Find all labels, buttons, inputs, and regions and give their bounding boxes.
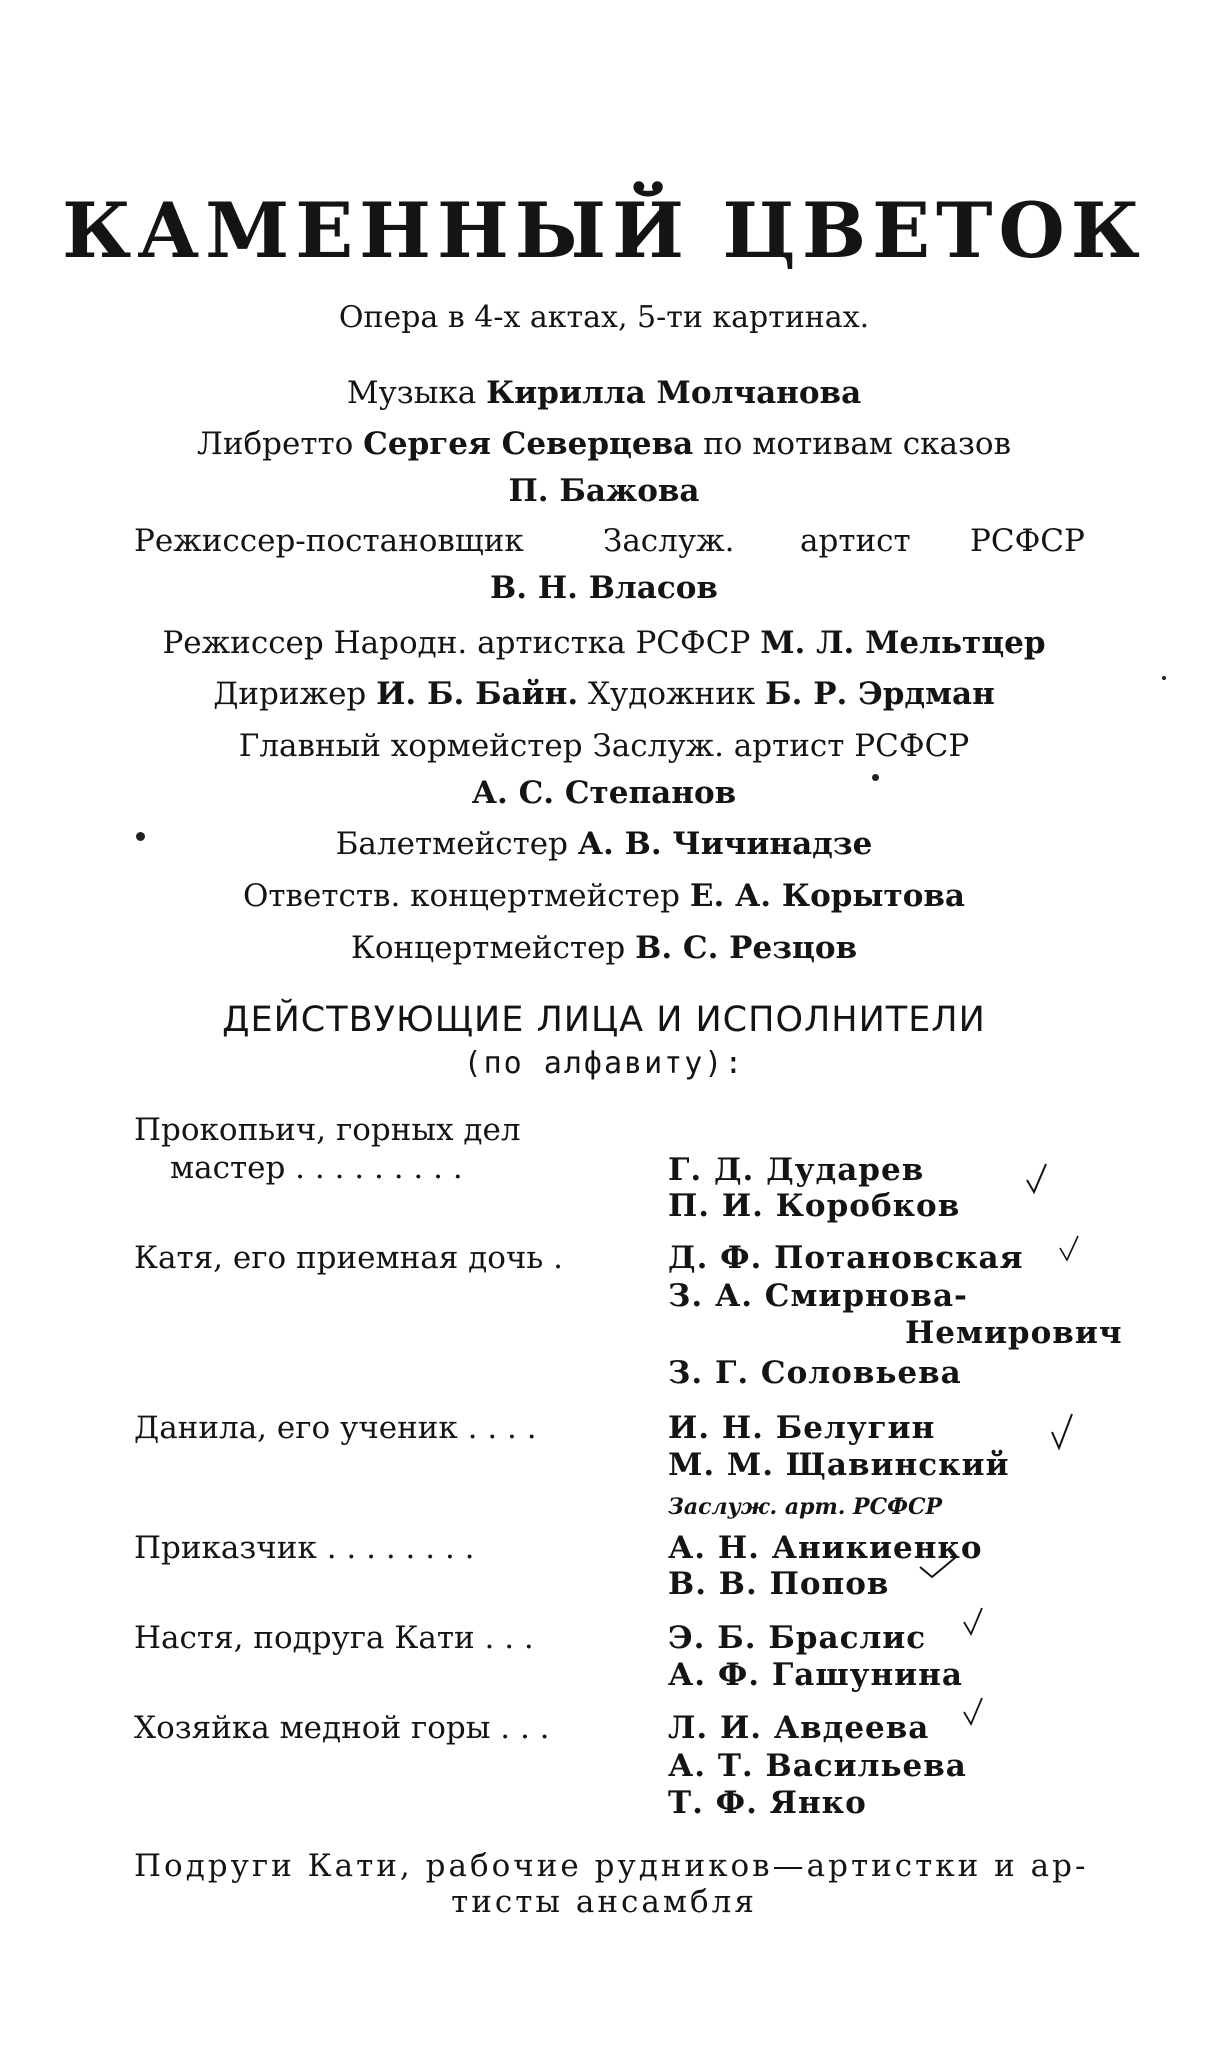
credit-label: Концертмейстер xyxy=(350,930,626,966)
credit-name: А. В. Чичинадзе xyxy=(577,826,873,862)
checkmark-icon xyxy=(1058,1234,1080,1268)
credit-text: по мотивам сказов xyxy=(703,426,1012,462)
cast-actor: П. И. Коробков xyxy=(668,1188,961,1224)
subtitle: Опера в 4-х актах, 5-ти картинах. xyxy=(338,300,870,335)
credit-music xyxy=(0,375,1208,411)
footer-line: Подруги Кати, рабочие рудников—артистки и ар- xyxy=(134,1848,1089,1884)
cast-actor: Т. Ф. Янко xyxy=(668,1785,867,1821)
credit-name: В. С. Резцов xyxy=(635,930,858,966)
cast-actor: З. Г. Соловьева xyxy=(668,1355,962,1391)
credit-label: Музыка xyxy=(346,375,477,411)
credit-libretto-author: П. Бажова xyxy=(508,473,700,509)
cast-actor: А. Ф. Гашунина xyxy=(668,1657,963,1693)
credit-director-name: В. Н. Власов xyxy=(490,570,718,606)
credit-label: Балетмейстер xyxy=(335,826,568,862)
cast-role: Данила, его ученик . . . . xyxy=(134,1410,537,1446)
credit-director2 xyxy=(0,625,1208,661)
cast-role: Приказчик . . . . . . . . xyxy=(134,1530,475,1566)
cast-actor: Г. Д. Дударев xyxy=(668,1152,925,1188)
cast-actor: И. Н. Белугин xyxy=(668,1410,936,1446)
checkmark-icon xyxy=(918,1555,940,1589)
credit-name: Е. А. Корытова xyxy=(689,878,966,914)
ink-speck xyxy=(872,774,879,781)
credit-name: И. Б. Байн. xyxy=(376,676,579,712)
cast-subheading: (по алфавиту): xyxy=(463,1046,745,1081)
credit-label: Режиссер Народн. артистка РСФСР xyxy=(162,625,751,661)
cast-actor: Э. Б. Браслис xyxy=(668,1620,927,1656)
credit-director-label: Режиссер-постановщик xyxy=(134,523,524,559)
credit-concertmaster xyxy=(0,930,1208,966)
cast-actor-cont: Немирович xyxy=(905,1315,1123,1351)
credit-director-title: Заслуж. xyxy=(603,523,735,559)
cast-actor: З. А. Смирнова- xyxy=(668,1278,968,1314)
cast-actor: В. В. Попов xyxy=(668,1566,890,1602)
cast-heading: ДЕЙСТВУЮЩИЕ ЛИЦА И ИСПОЛНИТЕЛИ xyxy=(222,1000,986,1040)
checkmark-icon xyxy=(1025,1162,1047,1196)
checkmark-icon xyxy=(962,1606,984,1640)
credit-label: Ответств. концертмейстер xyxy=(242,878,680,914)
credit-libretto xyxy=(0,426,1208,462)
credit-name: Сергея Северцева xyxy=(363,426,694,462)
credit-label: Дирижер xyxy=(213,676,367,712)
cast-role: Хозяйка медной горы . . . xyxy=(134,1710,550,1746)
credit-label: Либретто xyxy=(196,426,354,462)
credit-ballet xyxy=(0,826,1208,862)
ink-speck xyxy=(136,832,145,841)
cast-actor: А. Н. Аникиенко xyxy=(668,1530,983,1566)
credit-name: М. Л. Мельтцер xyxy=(760,625,1046,661)
credit-chorus: Главный хормейстер Заслуж. артист РСФСР xyxy=(238,728,970,764)
footer-line-cont: тисты ансамбля xyxy=(451,1884,757,1920)
cast-actor: М. М. Щавинский xyxy=(668,1447,1010,1483)
cast-role: Настя, подруга Кати . . . xyxy=(134,1620,534,1656)
credit-chorus-name: А. С. Степанов xyxy=(471,775,737,811)
cast-actor: Д. Ф. Потановская xyxy=(668,1240,1024,1276)
cast-actor: А. Т. Васильева xyxy=(668,1748,967,1784)
cast-note: Заслуж. арт. РСФСР xyxy=(668,1494,943,1520)
credit-resp-concertmaster xyxy=(0,878,1208,914)
cast-role: Катя, его приемная дочь . xyxy=(134,1240,564,1276)
checkmark-icon xyxy=(962,1696,984,1730)
credit-director-title2: артист xyxy=(800,523,911,559)
credit-label: Художник xyxy=(587,676,756,712)
cast-role-cont: мастер . . . . . . . . . xyxy=(170,1150,463,1186)
page-title: КАМЕННЫЙ ЦВЕТОК xyxy=(62,186,1146,275)
cast-actor: Л. И. Авдеева xyxy=(668,1710,930,1746)
ink-speck xyxy=(1162,676,1166,680)
credit-name: Кирилла Молчанова xyxy=(486,375,862,411)
credit-name: Б. Р. Эрдман xyxy=(765,676,995,712)
credit-conductor-artist xyxy=(0,676,1208,712)
credit-director-title3: РСФСР xyxy=(970,523,1085,559)
cast-role: Прокопьич, горных дел xyxy=(134,1112,521,1148)
checkmark-icon xyxy=(1050,1412,1072,1446)
